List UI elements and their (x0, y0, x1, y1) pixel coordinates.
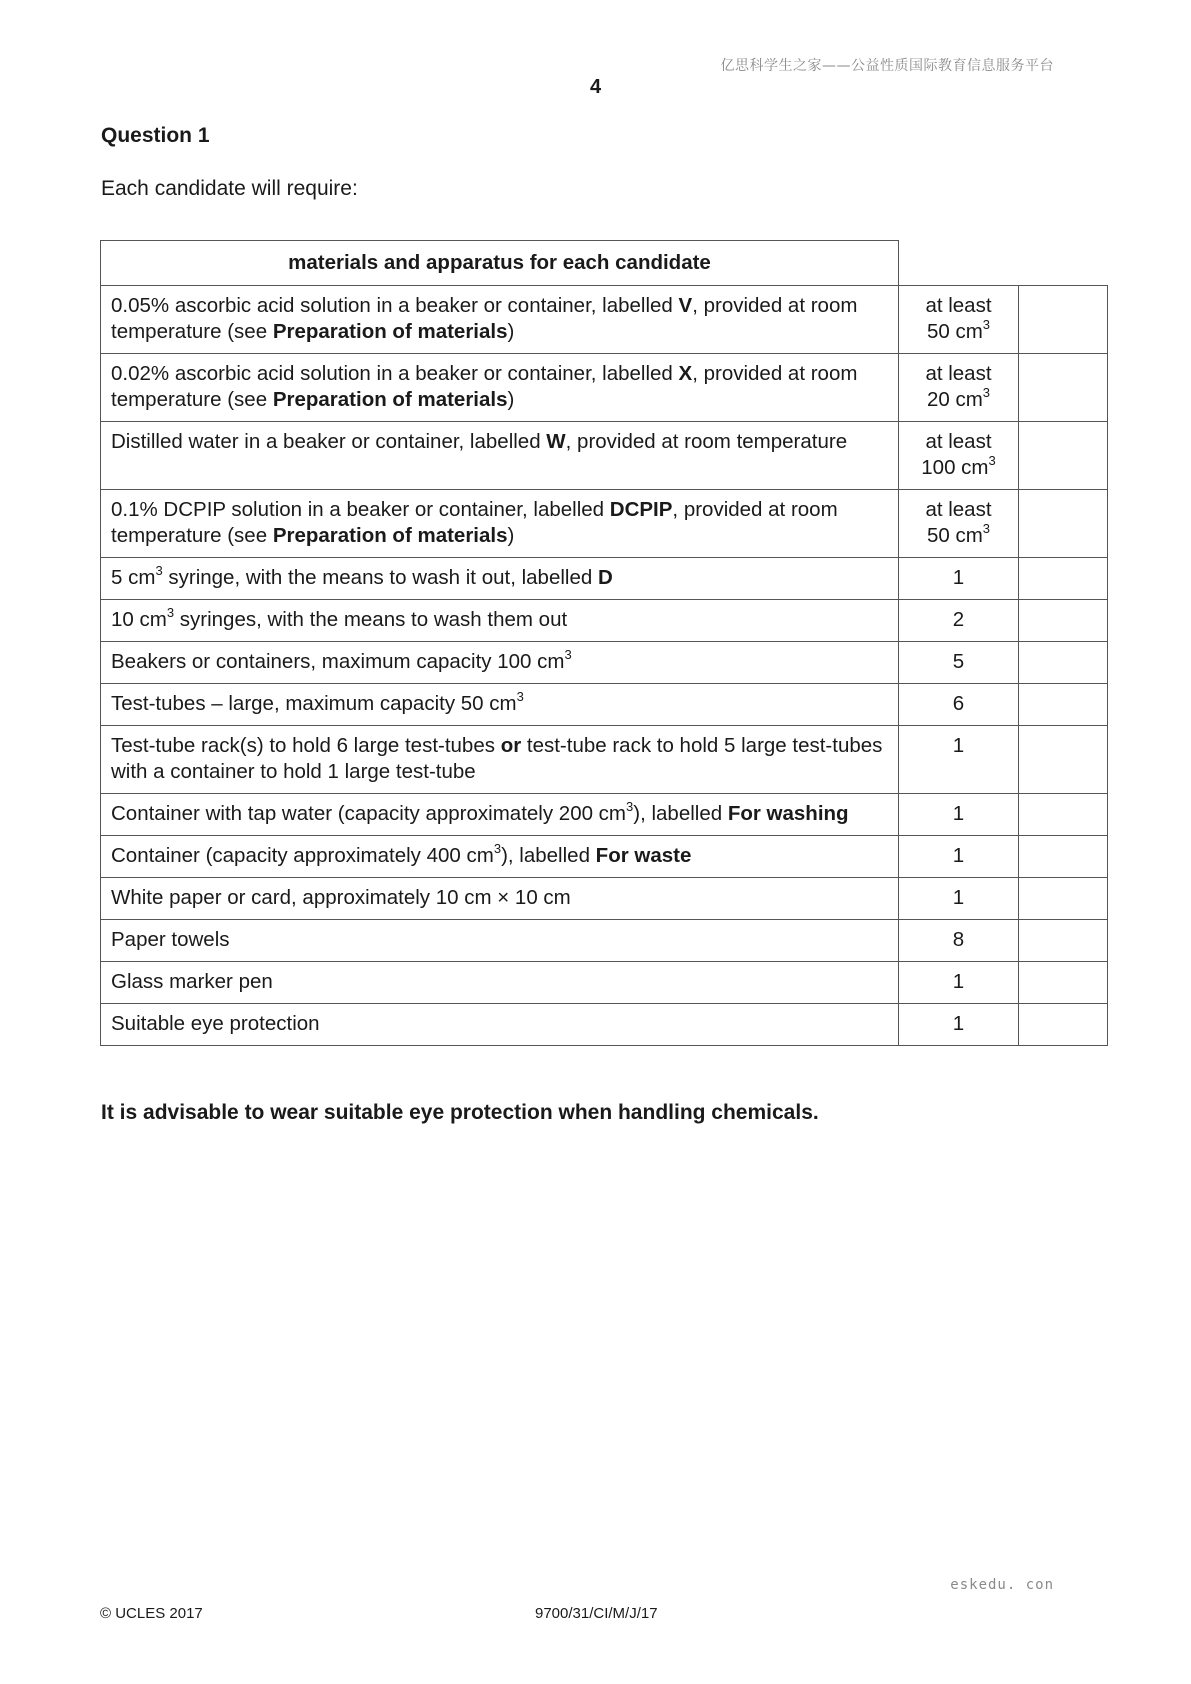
check-cell (1019, 920, 1108, 962)
item-quantity: 2 (899, 600, 1019, 642)
item-quantity: 1 (899, 836, 1019, 878)
table-row (101, 878, 1108, 920)
item-quantity: 1 (899, 1004, 1019, 1046)
check-cell (1019, 558, 1108, 600)
check-cell (1019, 684, 1108, 726)
item-quantity: 8 (899, 920, 1019, 962)
table-header: materials and apparatus for each candidate (101, 241, 899, 286)
item-description: Suitable eye protection (101, 1004, 899, 1046)
check-cell (1019, 422, 1108, 490)
table-row (101, 794, 1108, 836)
footer-site-text: eskedu. con (950, 1577, 1054, 1593)
table-row (101, 354, 1108, 422)
item-description: 0.1% DCPIP solution in a beaker or container, labelled DCPIP, provided at room temperature (see Preparation of materials) (101, 490, 899, 558)
table-row (101, 490, 1108, 558)
check-cell (1019, 726, 1108, 794)
page-number: 4 (589, 76, 602, 98)
table-body (101, 286, 1108, 1046)
table-row (101, 558, 1108, 600)
check-cell (1019, 286, 1108, 354)
check-cell (1019, 600, 1108, 642)
item-description: Beakers or containers, maximum capacity 100 $cm^3$ (101, 642, 899, 684)
item-quantity: 1 (899, 878, 1019, 920)
item-description: Test-tube rack(s) to hold 6 large test-tubes or test-tube rack to hold 5 large test-tubes with a container to hold 1 large test-tube (101, 726, 899, 794)
intro-text: Each candidate will require: (101, 177, 358, 200)
check-cell (1019, 836, 1108, 878)
item-description: Container (capacity approximately 400 $cm^3$), labelled For waste (101, 836, 899, 878)
check-cell (1019, 354, 1108, 422)
apparatus-table (100, 240, 1108, 1046)
question-title: Question 1 (101, 124, 210, 147)
table-row (101, 920, 1108, 962)
item-description: Glass marker pen (101, 962, 899, 1004)
item-description: 0.05% ascorbic acid solution in a beaker or container, labelled V, provided at room temperature (see Preparation of materials) (101, 286, 899, 354)
table-row (101, 726, 1108, 794)
item-description: Container with tap water (capacity approximately 200 $cm^3$), labelled For washing (101, 794, 899, 836)
check-cell (1019, 642, 1108, 684)
table-header-blank (899, 241, 1019, 286)
footer-copyright: © UCLES 2017 (100, 1605, 203, 1622)
item-quantity: 1 (899, 794, 1019, 836)
item-quantity: 1 (899, 962, 1019, 1004)
item-description: Distilled water in a beaker or container, labelled W, provided at room temperature (101, 422, 899, 490)
table-row (101, 684, 1108, 726)
table-row (101, 1004, 1108, 1046)
check-cell (1019, 794, 1108, 836)
item-description: Paper towels (101, 920, 899, 962)
check-cell (1019, 878, 1108, 920)
item-quantity: at least 50 $cm^3$ (899, 286, 1019, 354)
check-cell (1019, 962, 1108, 1004)
table-row (101, 642, 1108, 684)
item-quantity: 1 (899, 726, 1019, 794)
item-description: 0.02% ascorbic acid solution in a beaker or container, labelled X, provided at room temperature (see Preparation of materials) (101, 354, 899, 422)
table-row (101, 600, 1108, 642)
table-row (101, 962, 1108, 1004)
table-row (101, 836, 1108, 878)
check-cell (1019, 1004, 1108, 1046)
safety-advice: It is advisable to wear suitable eye protection when handling chemicals. (101, 1101, 819, 1124)
item-quantity: at least 100 $cm^3$ (899, 422, 1019, 490)
table-header-blank (1019, 241, 1108, 286)
item-description: White paper or card, approximately 10 cm × 10 cm (101, 878, 899, 920)
item-quantity: at least 50 $cm^3$ (899, 490, 1019, 558)
item-quantity: at least 20 $cm^3$ (899, 354, 1019, 422)
item-quantity: 5 (899, 642, 1019, 684)
footer-paper-code: 9700/31/CI/M/J/17 (535, 1605, 658, 1622)
table-row (101, 422, 1108, 490)
item-description: 5 $cm^3$ syringe, with the means to wash it out, labelled D (101, 558, 899, 600)
watermark-text: 亿思科学生之家——公益性质国际教育信息服务平台 (720, 58, 1054, 74)
table-row (101, 286, 1108, 354)
item-description: 10 $cm^3$ syringes, with the means to wash them out (101, 600, 899, 642)
check-cell (1019, 490, 1108, 558)
table-header-row (101, 241, 1108, 286)
item-quantity: 1 (899, 558, 1019, 600)
item-description: Test-tubes – large, maximum capacity 50 $cm^3$ (101, 684, 899, 726)
item-quantity: 6 (899, 684, 1019, 726)
